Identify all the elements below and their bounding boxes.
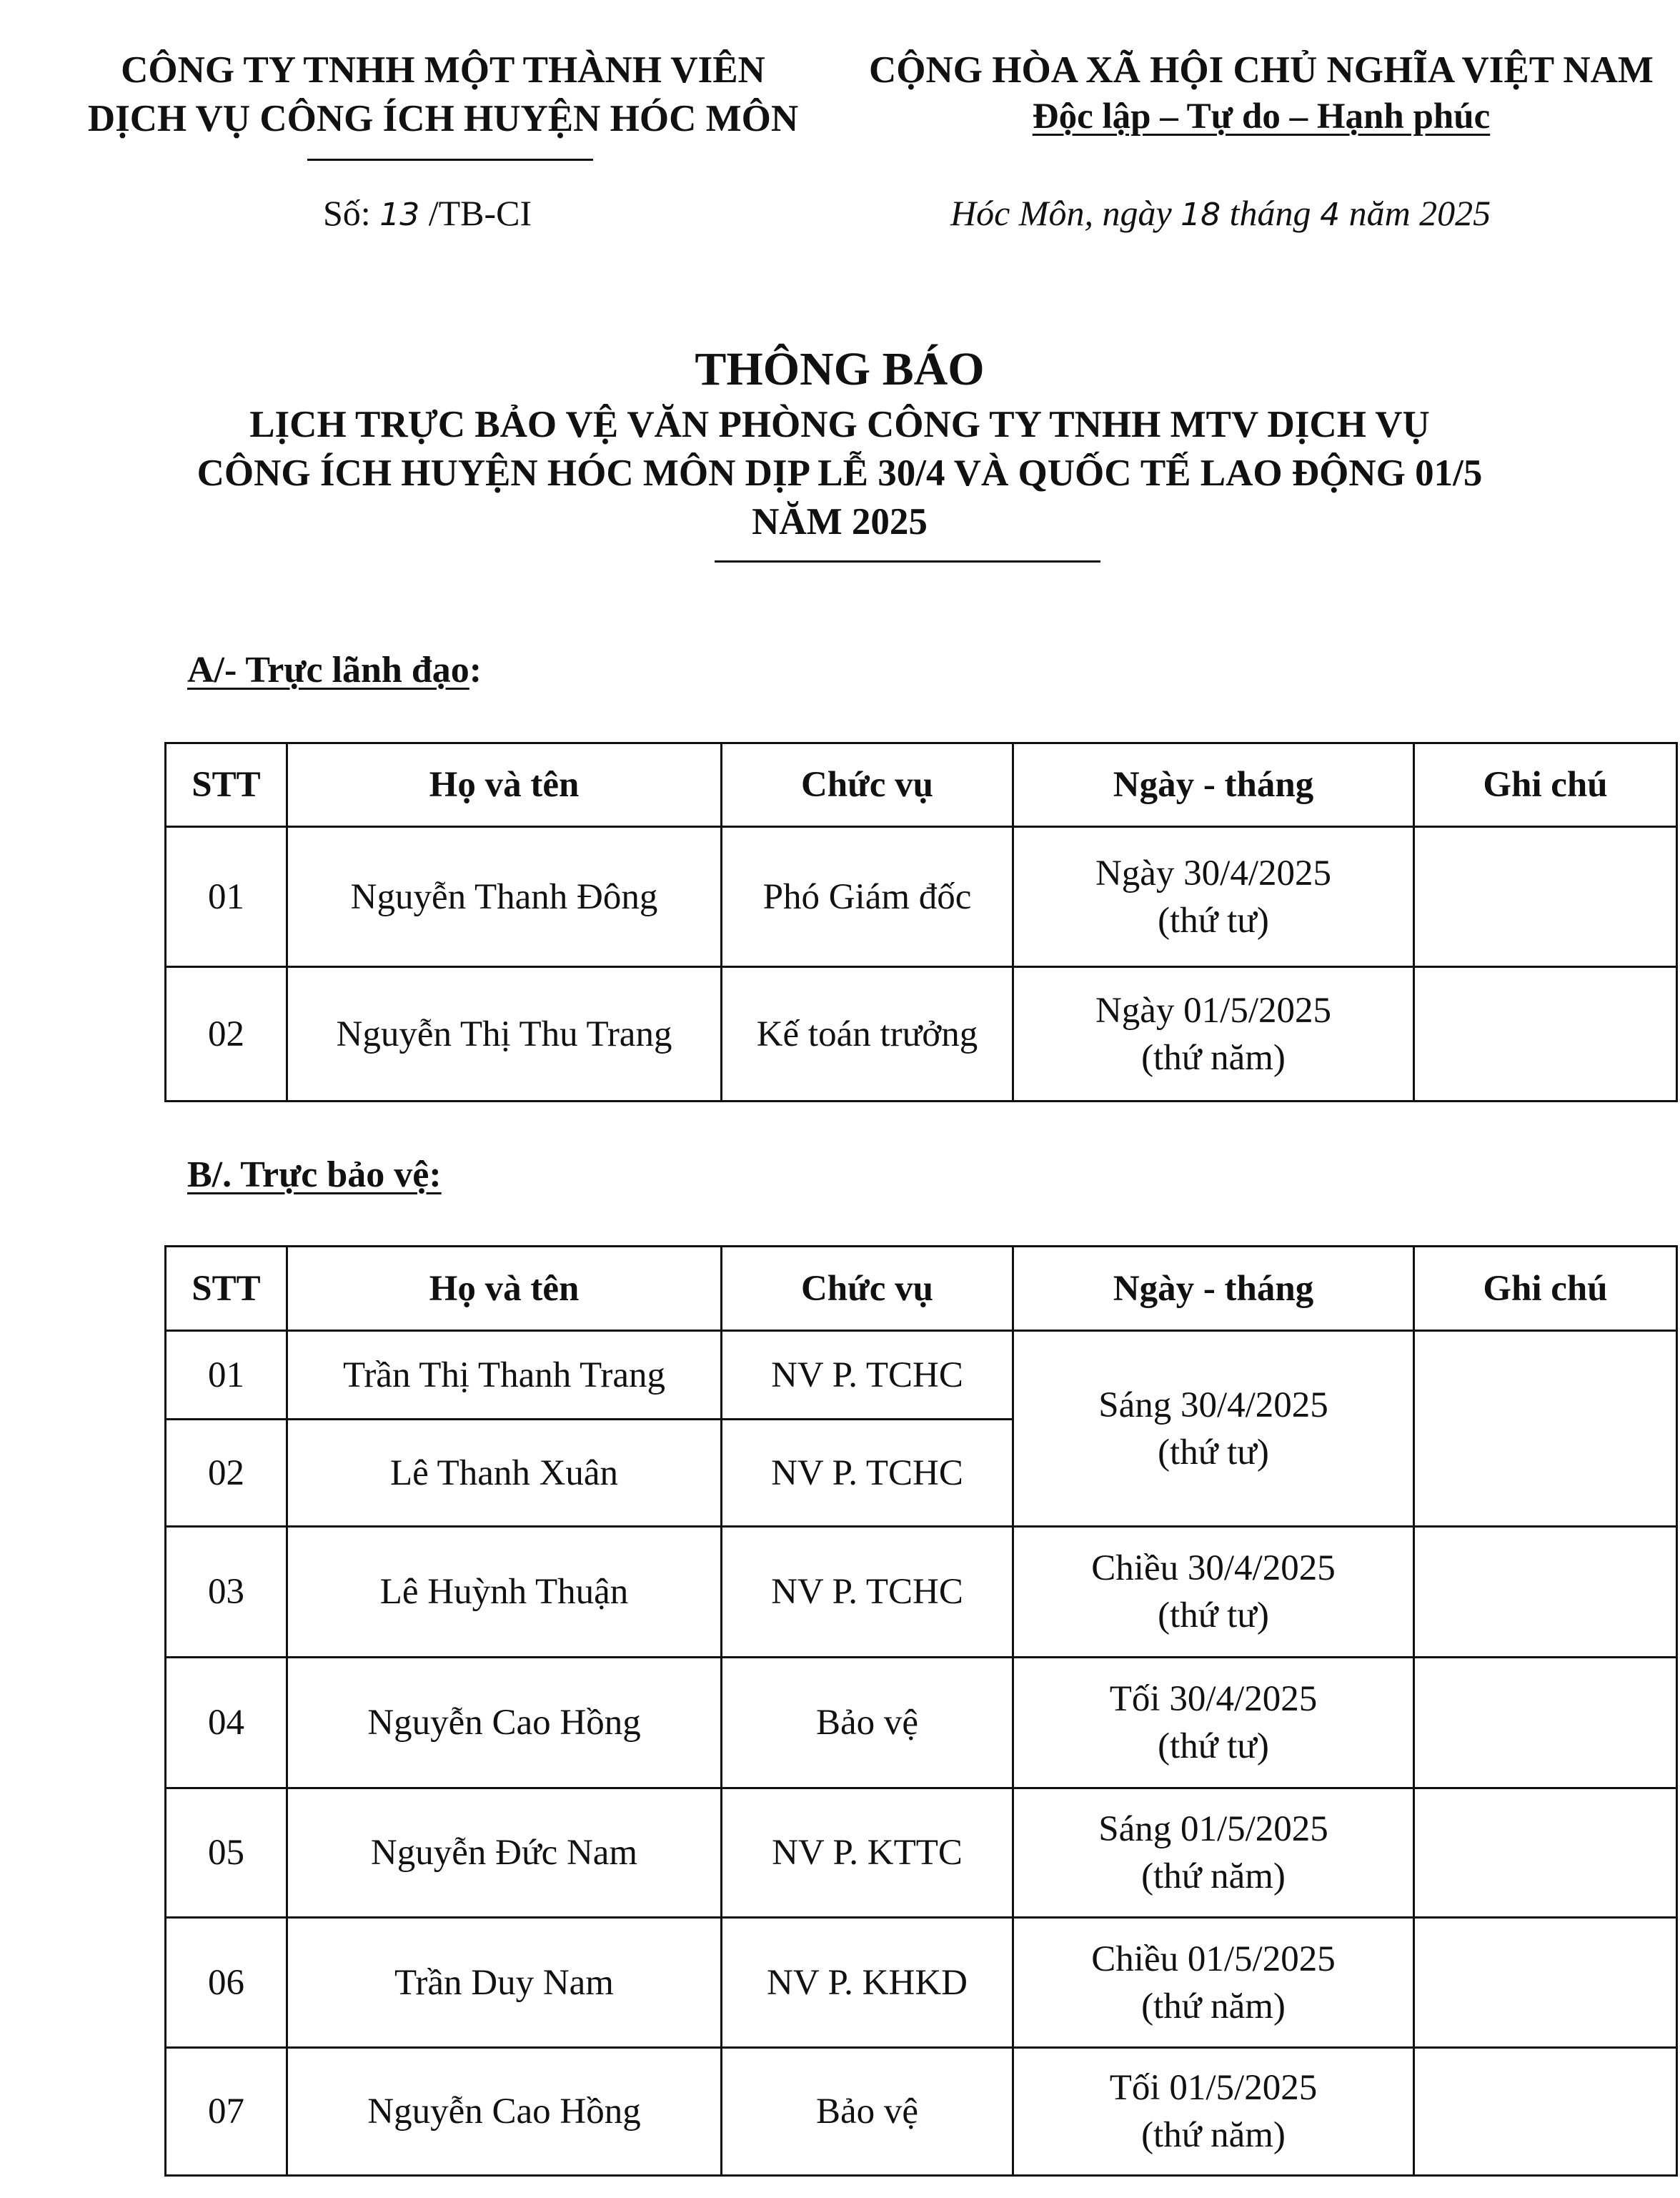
cell-stt: 01 xyxy=(166,1331,287,1420)
cell-date-line2: (thứ tư) xyxy=(1158,900,1269,941)
cell-position: Kế toán trưởng xyxy=(722,967,1013,1102)
col-header-name: Họ và tên xyxy=(287,1247,722,1331)
cell-note xyxy=(1414,1658,1677,1788)
nation-name: CỘNG HÒA XÃ HỘI CHỦ NGHĨA VIỆT NAM xyxy=(869,49,1654,91)
cell-stt: 01 xyxy=(166,827,287,967)
cell-date-line1: Ngày 30/4/2025 xyxy=(1095,853,1332,893)
cell-note xyxy=(1414,967,1677,1102)
cell-date xyxy=(1013,1527,1414,1658)
date-line xyxy=(950,192,1491,237)
cell-position: Phó Giám đốc xyxy=(722,827,1013,967)
cell-date-line1: Ngày 01/5/2025 xyxy=(1095,990,1332,1031)
cell-note xyxy=(1414,1527,1677,1658)
document-number xyxy=(323,192,532,237)
date-prefix: Hóc Môn, ngày xyxy=(950,193,1181,233)
company-header-rule xyxy=(307,159,593,161)
title-line1: LỊCH TRỰC BẢO VỆ VĂN PHÒNG CÔNG TY TNHH MTV DỊCH VỤ xyxy=(249,404,1430,445)
col-header-stt: STT xyxy=(166,1247,287,1331)
col-header-date: Ngày - tháng xyxy=(1013,1247,1414,1331)
company-name-line1: CÔNG TY TNHH MỘT THÀNH VIÊN xyxy=(121,49,765,91)
cell-date-line1: Sáng 01/5/2025 xyxy=(1098,1809,1328,1849)
table-row xyxy=(166,1527,1677,1658)
title-line2: CÔNG ÍCH HUYỆN HÓC MÔN DỊP LỄ 30/4 VÀ QUỐC TẾ LAO ĐỘNG 01/5 xyxy=(197,452,1483,494)
cell-date xyxy=(1013,1788,1414,1918)
cell-position: NV P. TCHC xyxy=(722,1331,1013,1420)
table-header-row xyxy=(166,743,1677,827)
date-month: 4 xyxy=(1320,197,1341,233)
cell-position: NV P. TCHC xyxy=(722,1420,1013,1527)
cell-date-line2: (thứ năm) xyxy=(1141,1037,1286,1078)
cell-note xyxy=(1414,827,1677,967)
cell-date-line1: Sáng 30/4/2025 xyxy=(1098,1385,1328,1425)
cell-position: Bảo vệ xyxy=(722,2048,1013,2176)
cell-stt: 04 xyxy=(166,1658,287,1788)
nation-header xyxy=(836,46,1680,139)
cell-stt: 05 xyxy=(166,1788,287,1918)
col-header-stt: STT xyxy=(166,743,287,827)
cell-date-line1: Tối 01/5/2025 xyxy=(1109,2068,1318,2108)
cell-stt: 06 xyxy=(166,1918,287,2048)
cell-position: Bảo vệ xyxy=(722,1658,1013,1788)
col-header-date: Ngày - tháng xyxy=(1013,743,1414,827)
table-row xyxy=(166,2048,1677,2176)
guard-duty-table xyxy=(164,1245,1678,2177)
title-main: THÔNG BÁO xyxy=(695,343,985,395)
cell-stt: 02 xyxy=(166,967,287,1102)
cell-date-line1: Chiều 01/5/2025 xyxy=(1091,1939,1336,1979)
col-header-note: Ghi chú xyxy=(1414,743,1677,827)
table-row xyxy=(166,1331,1677,1420)
document-title xyxy=(143,339,1536,546)
cell-name: Nguyễn Thị Thu Trang xyxy=(287,967,722,1102)
table-row xyxy=(166,1788,1677,1918)
section-a-heading-text: A/- Trực lãnh đạo xyxy=(187,650,469,690)
table-row xyxy=(166,827,1677,967)
cell-position: NV P. TCHC xyxy=(722,1527,1013,1658)
col-header-position: Chức vụ xyxy=(722,1247,1013,1331)
cell-date-line2: (thứ năm) xyxy=(1141,1986,1286,2026)
cell-date-line2: (thứ tư) xyxy=(1158,1595,1269,1635)
date-month-label: tháng xyxy=(1221,193,1321,233)
cell-stt: 02 xyxy=(166,1420,287,1527)
cell-name: Trần Thị Thanh Trang xyxy=(287,1331,722,1420)
section-a-heading-suffix: : xyxy=(469,650,482,690)
table-header-row xyxy=(166,1247,1677,1331)
date-day: 18 xyxy=(1181,197,1221,233)
cell-note xyxy=(1414,1788,1677,1918)
cell-position: NV P. KHKD xyxy=(722,1918,1013,2048)
section-b-heading xyxy=(187,1152,442,1198)
nation-motto: Độc lập – Tự do – Hạnh phúc xyxy=(1032,96,1491,137)
date-year-label: năm 2025 xyxy=(1340,193,1491,233)
cell-name: Nguyễn Cao Hồng xyxy=(287,2048,722,2176)
cell-date-merged xyxy=(1013,1331,1414,1527)
cell-name: Nguyễn Đức Nam xyxy=(287,1788,722,1918)
section-b-heading-text: B/. Trực bảo vệ: xyxy=(187,1154,442,1195)
cell-name: Trần Duy Nam xyxy=(287,1918,722,2048)
col-header-note: Ghi chú xyxy=(1414,1247,1677,1331)
cell-date xyxy=(1013,1918,1414,2048)
table-row xyxy=(166,967,1677,1102)
cell-date-line2: (thứ tư) xyxy=(1158,1726,1269,1766)
cell-date-line1: Tối 30/4/2025 xyxy=(1109,1679,1318,1719)
table-row xyxy=(166,1658,1677,1788)
leader-duty-table xyxy=(164,742,1678,1102)
cell-name: Lê Thanh Xuân xyxy=(287,1420,722,1527)
cell-date xyxy=(1013,2048,1414,2176)
cell-date xyxy=(1013,967,1414,1102)
cell-date-line2: (thứ tư) xyxy=(1158,1432,1269,1472)
company-header xyxy=(71,46,815,143)
cell-date-line2: (thứ năm) xyxy=(1141,1856,1286,1896)
cell-stt: 03 xyxy=(166,1527,287,1658)
table-row xyxy=(166,1918,1677,2048)
col-header-name: Họ và tên xyxy=(287,743,722,827)
cell-date-line1: Chiều 30/4/2025 xyxy=(1091,1548,1336,1588)
doc-number-prefix: Số: xyxy=(323,193,380,233)
cell-stt: 07 xyxy=(166,2048,287,2176)
doc-number-suffix: /TB-CI xyxy=(419,193,532,233)
cell-name: Lê Huỳnh Thuận xyxy=(287,1527,722,1658)
cell-note xyxy=(1414,1918,1677,2048)
col-header-position: Chức vụ xyxy=(722,743,1013,827)
cell-date xyxy=(1013,1658,1414,1788)
title-rule xyxy=(715,560,1100,563)
cell-note xyxy=(1414,1331,1677,1527)
title-line3: NĂM 2025 xyxy=(752,501,928,543)
cell-position: NV P. KTTC xyxy=(722,1788,1013,1918)
cell-name: Nguyễn Cao Hồng xyxy=(287,1658,722,1788)
cell-name: Nguyễn Thanh Đông xyxy=(287,827,722,967)
cell-note xyxy=(1414,2048,1677,2176)
cell-date xyxy=(1013,827,1414,967)
doc-number-value: 13 xyxy=(379,197,420,233)
cell-date-line2: (thứ năm) xyxy=(1141,2115,1286,2155)
company-name-line2: DỊCH VỤ CÔNG ÍCH HUYỆN HÓC MÔN xyxy=(87,98,799,139)
section-a-heading xyxy=(187,648,482,693)
